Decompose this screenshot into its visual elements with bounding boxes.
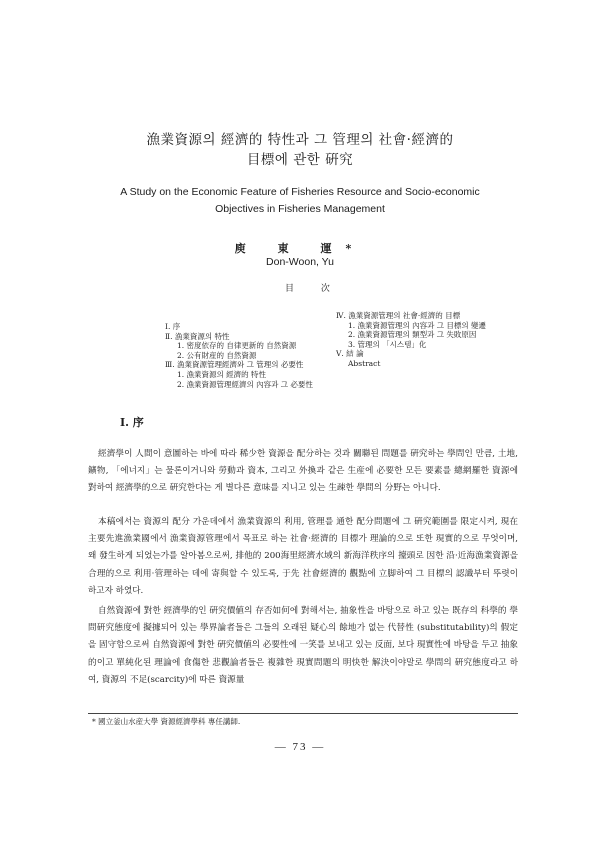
table-of-contents-heading: 目 次 xyxy=(285,284,342,294)
footnote-divider xyxy=(88,713,518,714)
toc-item: Ⅳ. 漁業資源管理의 社會·經濟的 目標 xyxy=(336,311,461,320)
paragraph-text: 本稿에서는 資源의 配分 가운데에서 漁業資源의 利用, 管理를 通한 配分問題에 그 硏究範圍를 限定시켜, 現在 主要先進漁業國에서 漁業資源管理에서 목표로 하는 社會·經濟的 目標가 理論的으로 또한 現實的으로 무엇이며, 왜 發生하게 되었는가를 알아봄으로써, 排他的 200海里經濟水域의 新海洋秩序의 擡頭로 因한 沿·近海漁業資源을 合理的으로 利用·管理하는 데에 寄與할 수 있도록, 于先 社會經濟的 觀點에 立脚하여 그 目標의 認識부터 뚜렷이 하고자 하였다. xyxy=(88,517,518,596)
english-title-line-1: A Study on the Economic Feature of Fisheries Resource and Socio-economic xyxy=(120,186,480,198)
body-paragraph-1 xyxy=(88,446,518,498)
english-title-line-2: Objectives in Fisheries Management xyxy=(215,203,385,215)
toc-item: Abstract xyxy=(348,358,381,368)
toc-item: Ⅲ. 漁業資源管理經濟와 그 管理의 必要性 xyxy=(165,360,304,370)
toc-left-column xyxy=(165,322,313,389)
toc-item: Ⅱ. 漁業資源의 特性 xyxy=(165,331,230,341)
author-affiliation-footnote: * 國立釜山水産大學 資源經濟學科 專任講師. xyxy=(92,717,241,726)
section-heading-introduction: Ⅰ. 序 xyxy=(120,416,144,429)
author-name-korean: 庾 東 運* xyxy=(234,242,366,255)
toc-item: 1. 密度依存的 自律更新的 自然資源 xyxy=(177,341,297,351)
toc-item: 2. 漁業資源管理의 類型과 그 失敗原因 xyxy=(348,330,477,340)
paragraph-text: 自然資源에 對한 經濟學的인 硏究價値의 存否如何에 對해서는, 抽象性을 바탕으로 하고 있는 既存의 科學的 學問硏究態度에 擬據되어 있는 學界論者들은 그들의 오래된 疑心의 餘地가 없는 代替性 (substitutability)의 假定을 固守함으로써 自然資源에 對한 硏究價値의 必要性에 一笑를 보내고 있는 反面, 보다 現實性에 바탕을 두고 抽象的이고 單純化된 理論에 食傷한 悲觀論者들은 複雜한 現實問題의 明快한 解決이야말로 學問의 硏究態度라고 하여, 資源의 不足(scarcity)에 따른 資源量 xyxy=(88,606,518,685)
body-paragraph-3 xyxy=(88,603,518,689)
paragraph-text: 經濟學이 人間이 意圖하는 바에 따라 稀少한 資源을 配分하는 것과 關聯된 問題를 硏究하는 學問인 만큼, 土地, 鑛物, 「에너지」는 물론이거니와 勞動과 資本, 그리고 外換과 같은 生産에 必要한 모든 要素를 總網羅한 資源에 對하여 經濟學的으로 硏究한다는 게 별다른 意味를 지니고 있는 生疎한 學問의 分野는 아니다. xyxy=(88,449,518,494)
korean-title-line-2: 目標에 관한 硏究 xyxy=(246,152,354,168)
toc-item: 3. 管理의 「시스템」化 xyxy=(348,339,427,349)
toc-item: Ⅴ. 結 論 xyxy=(336,349,364,359)
toc-item: 1. 漁業資源管理의 內容과 그 目標의 變遷 xyxy=(348,320,487,330)
page-number: — 73 — xyxy=(274,741,326,753)
toc-item: Ⅰ. 序 xyxy=(165,322,181,331)
author-name-english: Don-Woon, Yu xyxy=(266,256,334,268)
toc-right-column xyxy=(336,311,486,369)
korean-title-line-1: 漁業資源의 經濟的 特性과 그 管理의 社會·經濟的 xyxy=(146,132,454,148)
body-paragraph-2 xyxy=(88,514,518,600)
toc-item: 2. 公有財産的 自然資源 xyxy=(177,350,257,360)
toc-item: 1. 漁業資源의 經濟的 特性 xyxy=(177,369,267,379)
toc-item: 2. 漁業資源管理經濟의 內容과 그 必要性 xyxy=(177,379,313,389)
